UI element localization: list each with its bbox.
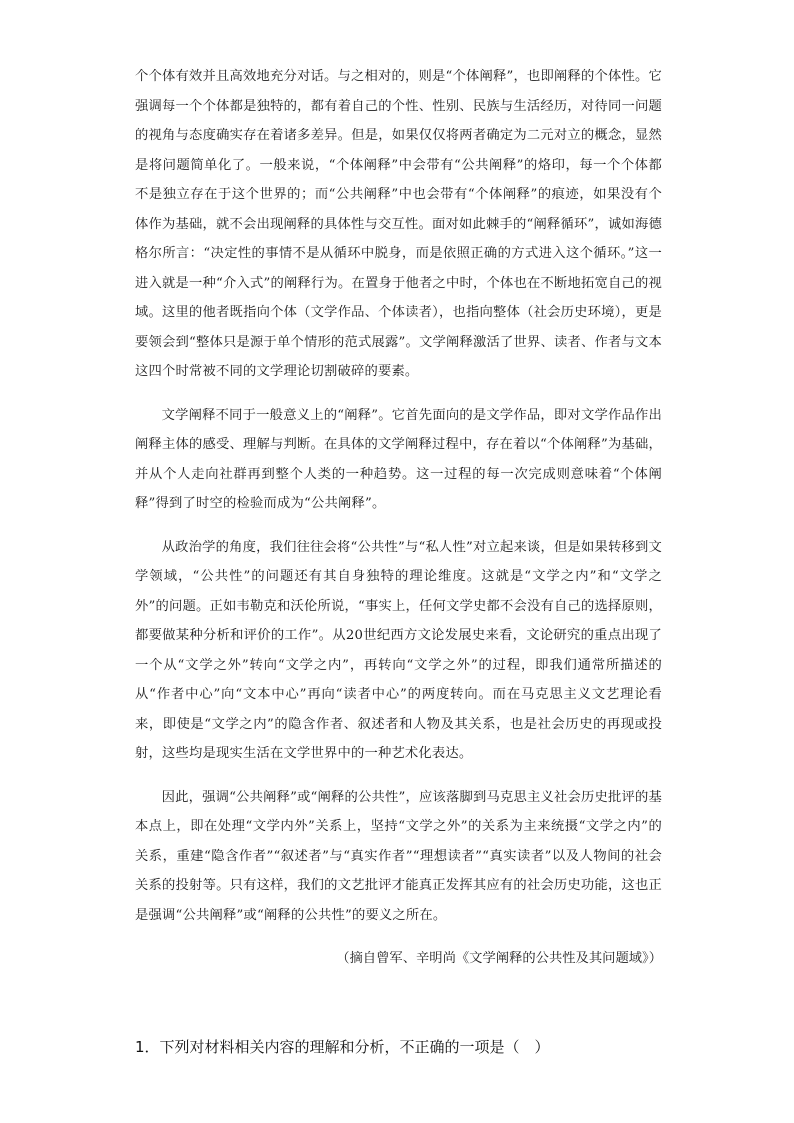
question-1: 1．下列对材料相关内容的理解和分析，不正确的一项是（ ） bbox=[135, 1038, 550, 1056]
paragraph-2: 文学阐释不同于一般意义上的“阐释”。它首先面向的是文学作品，即对文学作品作出阐释主体的感受、理解与判断。在具体的文学阐释过程中，存在着以“个体阐释”为基础，并从个人走向社群再到整个人类的一种趋势。这一过程的每一次完成则意味着“个体阐释”得到了时空的检验而成为“公共阐释”。 bbox=[135, 407, 662, 511]
paragraph-3: 从政治学的角度，我们往往会将“公共性”与“私人性”对立起来谈，但是如果转移到文学领域，“公共性”的问题还有其自身独特的理论维度。这就是“文学之内”和“文学之外”的问题。正如韦勒克和沃伦所说，“事实上，任何文学史都不会没有自己的选择原则，都要做某种分析和评价的工作”。从20世纪西方文论发展史来看，文论研究的重点出现了一个从“文学之外”转向“文学之内”，再转向“文学之外”的过程，即我们通常所描述的从“作者中心”向“文本中心”再向“读者中心”的两度转向。而在马克思主义文艺理论看来，即使是“文学之内”的隐含作者、叙述者和人物及其关系，也是社会历史的再现或投射，这些均是现实生活在文学世界中的一种艺术化表达。 bbox=[135, 539, 662, 761]
article-body bbox=[135, 62, 662, 974]
source-citation: （摘自曾军、辛明尚《文学阐释的公共性及其问题域》） bbox=[336, 951, 662, 966]
paragraph-1: 个个体有效并且高效地充分对话。与之相对的，则是“个体阐释”，也即阐释的个体性。它强调每一个个体都是独特的，都有着自己的个性、性别、民族与生活经历，对待同一问题的视角与态度确实存在着诸多差异。但是，如果仅仅将两者确定为二元对立的概念，显然是将问题简单化了。一般来说，“个体阐释”中会带有“公共阐释”的烙印，每一个个体都不是独立存在于这个世界的；而“公共阐释”中也会带有“个体阐释”的痕迹，如果没有个体作为基础，就不会出现阐释的具体性与交互性。面对如此棘手的“阐释循环”，诚如海德格尔所言：“决定性的事情不是从循环中脱身，而是依照正确的方式进入这个循环。”这一进入就是一种“介入式”的阐释行为。在置身于他者之中时，个体也在不断地拓宽自己的视域。这里的他者既指向个体（文学作品、个体读者），也指向整体（社会历史环境），更是要领会到“整体只是源于单个情形的范式展露”。文学阐释激活了世界、读者、作者与文本这四个时常被不同的文学理论切割破碎的要素。 bbox=[135, 69, 662, 379]
paragraph-4: 因此，强调“公共阐释”或“阐释的公共性”，应该落脚到马克思主义社会历史批评的基本点上，即在处理“文学内外”关系上，坚持“文学之外”的关系为主来统摄“文学之内”的关系，重建“隐含作者”“叙述者”与“真实作者”“理想读者”“真实读者”以及人物间的社会关系的投射等。只有这样，我们的文艺批评才能真正发挥其应有的社会历史功能，这也正是强调“公共阐释”或“阐释的公共性”的要义之所在。 bbox=[135, 789, 662, 923]
